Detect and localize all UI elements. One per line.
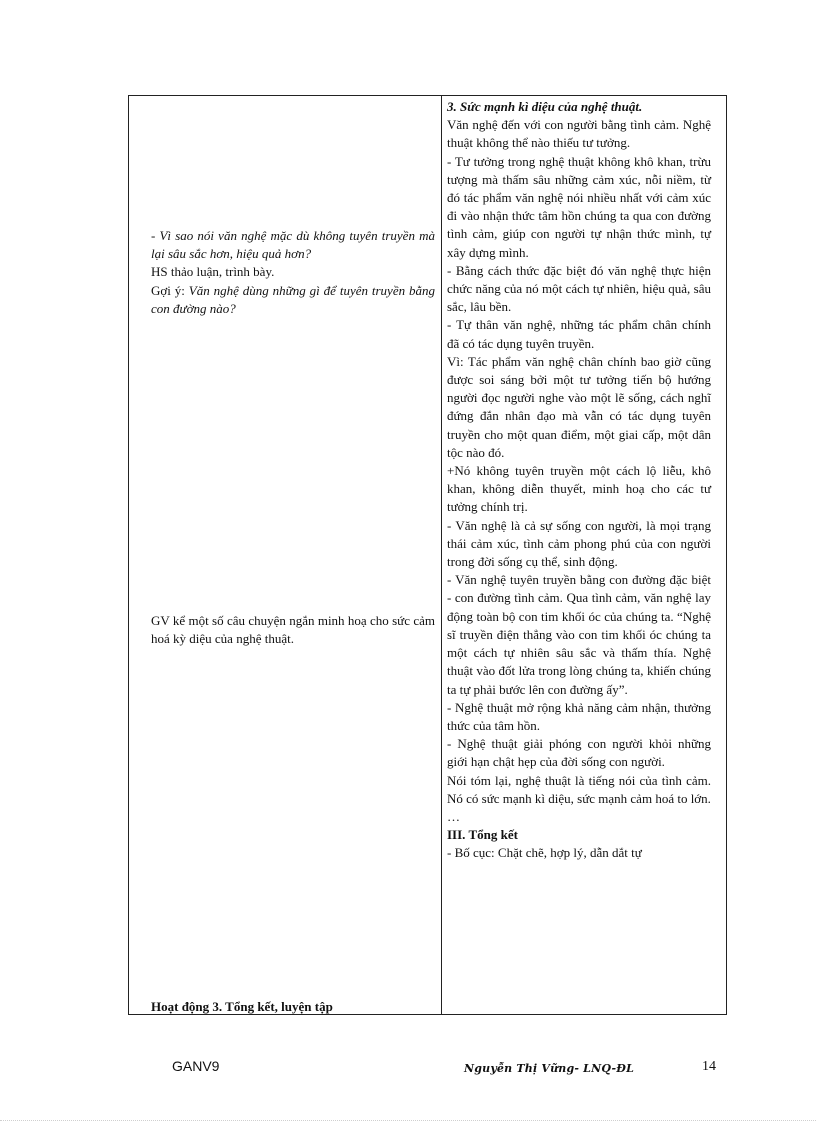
teacher-activity-column [129, 96, 441, 1014]
content-text [447, 98, 711, 863]
page-number: 14 [702, 1059, 716, 1074]
discussion-question: - Vì sao nói văn nghệ mặc dù không tuyên truyền mà lại sâu sắc hơn, hiệu quả hơn? [151, 228, 435, 262]
ellipsis: … [447, 808, 460, 824]
paragraph: - Nghệ thuật giải phóng con người khỏi những giới hạn chật hẹp của đời sống con người. [447, 736, 711, 770]
student-task: HS thảo luận, trình bày. [151, 264, 275, 280]
paragraph: Văn nghệ đến với con người bằng tình cảm. Nghệ thuật không thể nào thiếu tư tưởng. [447, 117, 711, 151]
paragraph: - Tự thân văn nghệ, những tác phẩm chân chính đã có tác dụng tuyên truyền. [447, 317, 711, 351]
section-heading: 3. Sức mạnh kì diệu của nghệ thuật. [447, 99, 643, 114]
paragraph: Vì: Tác phẩm văn nghệ chân chính bao giờ cũng được soi sáng bởi một tư tưởng tiến bộ hướng người đọc người nghe vào một lẽ sống, cách nghĩ đứng đắn nhân đạo mà vẫn có tác dụng tuyên truyền cho một quan điểm, một giai cấp, một dân tộc nào đó. [447, 353, 711, 460]
lesson-table [128, 95, 727, 1015]
paragraph: - Tư tưởng trong nghệ thuật không khô khan, trừu tượng mà thấm sâu những cảm xúc, nỗi niềm, từ đó tác phẩm văn nghệ nói nhiều nhất với cảm xúc đi vào nhận thức tâm hồn chúng ta qua con đường tình cảm, giúp con người tự nhận thức mình, tự xây dựng mình. [447, 153, 711, 260]
hint-line [151, 282, 435, 318]
summary-heading: III. Tổng kết [447, 827, 518, 843]
paragraph: +Nó không tuyên truyền một cách lộ liễu, khô khan, không diễn thuyết, minh hoạ cho các tư tưởng chính trị. [447, 463, 711, 515]
footer-author: Nguyễn Thị Vững- LNQ-ĐL [464, 1062, 635, 1075]
paragraph: - Văn nghệ tuyên truyền bằng con đường đặc biệt - con đường tình cảm. Qua tình cảm, văn nghệ lay động toàn bộ con tim khối óc của chúng ta. “Nghệ sĩ truyền điện thẳng vào con tim khối óc chúng ta một cách tự nhiên sâu sắc và thấm thía. Nghệ thuật vào đốt lửa trong lòng chúng ta, khiến chúng ta tự phải bước lên con đường ấy”. [447, 572, 711, 697]
page-bottom-rule [0, 1120, 816, 1121]
hint-label: Gợi ý: [151, 282, 185, 298]
story-block [151, 612, 435, 648]
footer-code: GANV9 [172, 1058, 220, 1074]
paragraph: Nói tóm lại, nghệ thuật là tiếng nói của tình cảm. Nó có sức mạnh kì diệu, sức mạnh cảm hoá to lớn. [447, 772, 711, 806]
paragraph: - Bằng cách thức đặc biệt đó văn nghệ thực hiện chức năng của nó một cách tự nhiên, hiệu quả, sâu sắc, lâu bền. [447, 262, 711, 315]
summary-first-line: - Bố cục: Chặt chẽ, hợp lý, dẫn dắt tự [447, 845, 642, 861]
paragraph: - Nghệ thuật mở rộng khả năng cảm nhận, thưởng thức của tâm hồn. [447, 699, 711, 733]
content-column [442, 96, 726, 1014]
hint-text: Văn nghệ dùng những gì để tuyên truyền bằng con đường nào? [151, 282, 435, 316]
paragraph: - Văn nghệ là cả sự sống con người, là mọi trạng thái cảm xúc, tình cảm phong phú của con người trong đời sống cụ thể, sinh động. [447, 517, 711, 570]
discussion-block [151, 227, 435, 318]
activity-3-heading: Hoạt động 3. Tổng kết, luyện tập [151, 999, 333, 1014]
teacher-story-note: GV kể một số câu chuyện ngắn minh hoạ cho sức cảm hoá kỳ diệu của nghệ thuật. [151, 613, 435, 647]
